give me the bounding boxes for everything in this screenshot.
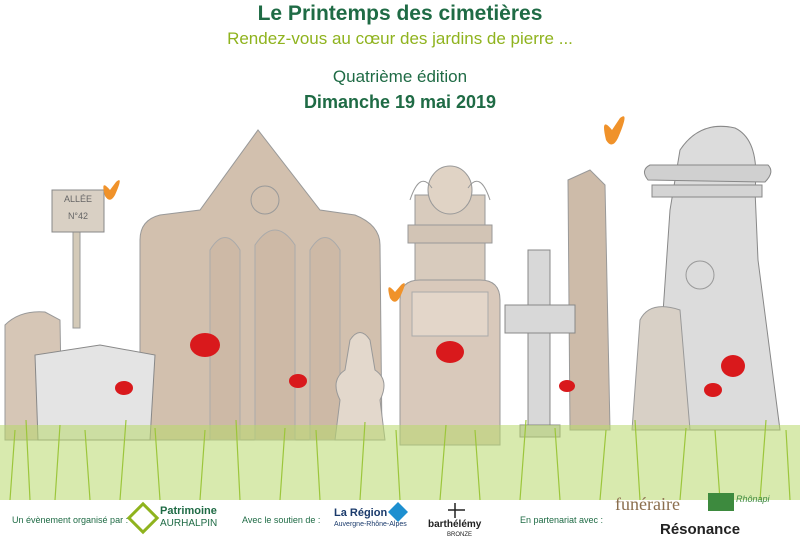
edition-label: Quatrième édition (332, 67, 468, 86)
poppy (559, 380, 575, 392)
sign-text-line2: N°42 (67, 211, 89, 221)
support-label: Avec le soutien de : (242, 515, 321, 525)
left-tombs (5, 312, 155, 440)
event-date: Dimanche 19 mai 2019 (303, 92, 497, 112)
funeraire-logo-text: funéraire (615, 494, 680, 514)
rhonapi-logo-text: Rhônapi (736, 494, 770, 504)
barthelemy-logo-text: barthélémy (428, 519, 482, 530)
poppy (721, 355, 745, 377)
poppy (436, 341, 464, 363)
aurhalpin-logo-text: AURHALPIN (160, 518, 218, 529)
poppy (289, 374, 307, 388)
patrimoine-logo-mark (129, 504, 157, 532)
organized-label: Un évènement organisé par : (12, 515, 129, 525)
poppy (115, 381, 133, 395)
butterfly (103, 180, 119, 200)
sign-text-line1: ALLÉE (63, 194, 93, 204)
cross-monument (505, 250, 575, 437)
rhonapi-logo-mark (708, 493, 734, 511)
column-monument (632, 126, 780, 430)
poppy (704, 383, 722, 397)
butterfly (604, 116, 625, 144)
barthelemy-logo-subtext: BRONZE (447, 532, 473, 538)
partners-label: En partenariat avec : (520, 515, 604, 525)
region-logo-subtext: Auvergne-Rhône-Alpes (334, 521, 407, 528)
patrimoine-logo-text: Patrimoine (160, 505, 217, 517)
poster-subtitle: Rendez-vous au cœur des jardins de pierre ... (227, 29, 573, 48)
region-logo-mark (388, 502, 408, 522)
poppy (190, 333, 220, 357)
poster-title: Le Printemps des cimetières (257, 2, 543, 25)
resonance-logo-text: Résonance (660, 521, 741, 538)
region-logo-text: La Région (334, 507, 388, 519)
grass (0, 425, 800, 500)
barthelemy-logo-mark (448, 503, 465, 518)
tall-stone (568, 170, 610, 430)
